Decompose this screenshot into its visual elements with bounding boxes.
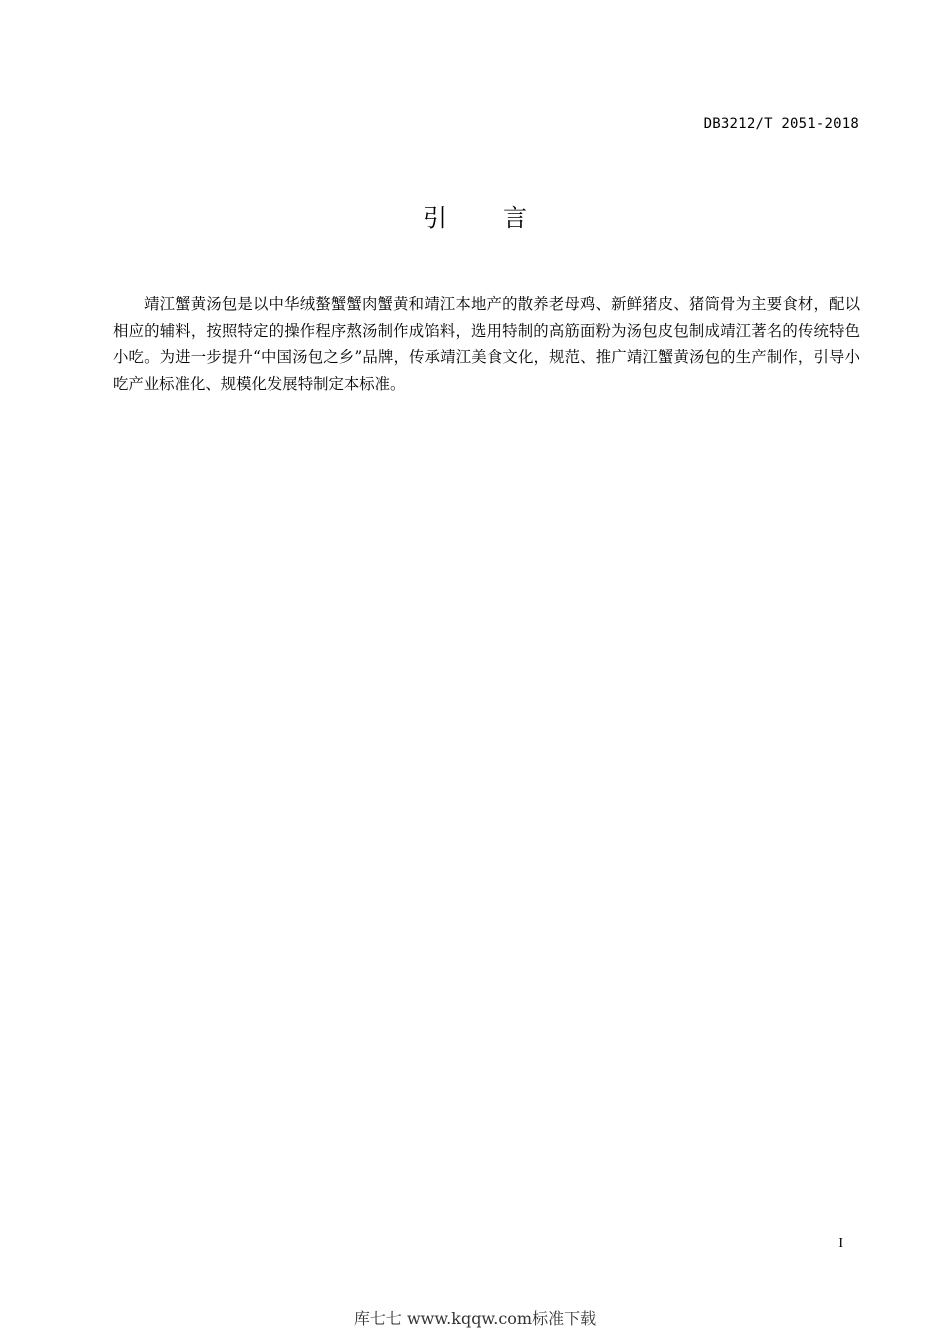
- page-number: I: [838, 1236, 843, 1251]
- section-title: 引言: [423, 204, 583, 232]
- intro-paragraph: 靖江蟹黄汤包是以中华绒螯蟹蟹肉蟹黄和靖江本地产的散养老母鸡、新鲜猪皮、猪筒骨为主要食材，配以相应的辅料，按照特定的操作程序熬汤制作成馅料，选用特制的高筋面粉为汤包皮包制成靖江著名的传统特色小吃。为进一步提升“中国汤包之乡”品牌，传承靖江美食文化，规范、推广靖江蟹黄汤包的生产制作，引导小吃产业标准化、规模化发展特制定本标准。: [113, 295, 860, 393]
- footer-watermark: 库七七 www.kqqw.com标准下载: [353, 1309, 597, 1328]
- standard-code: DB3212/T 2051-2018: [703, 116, 859, 132]
